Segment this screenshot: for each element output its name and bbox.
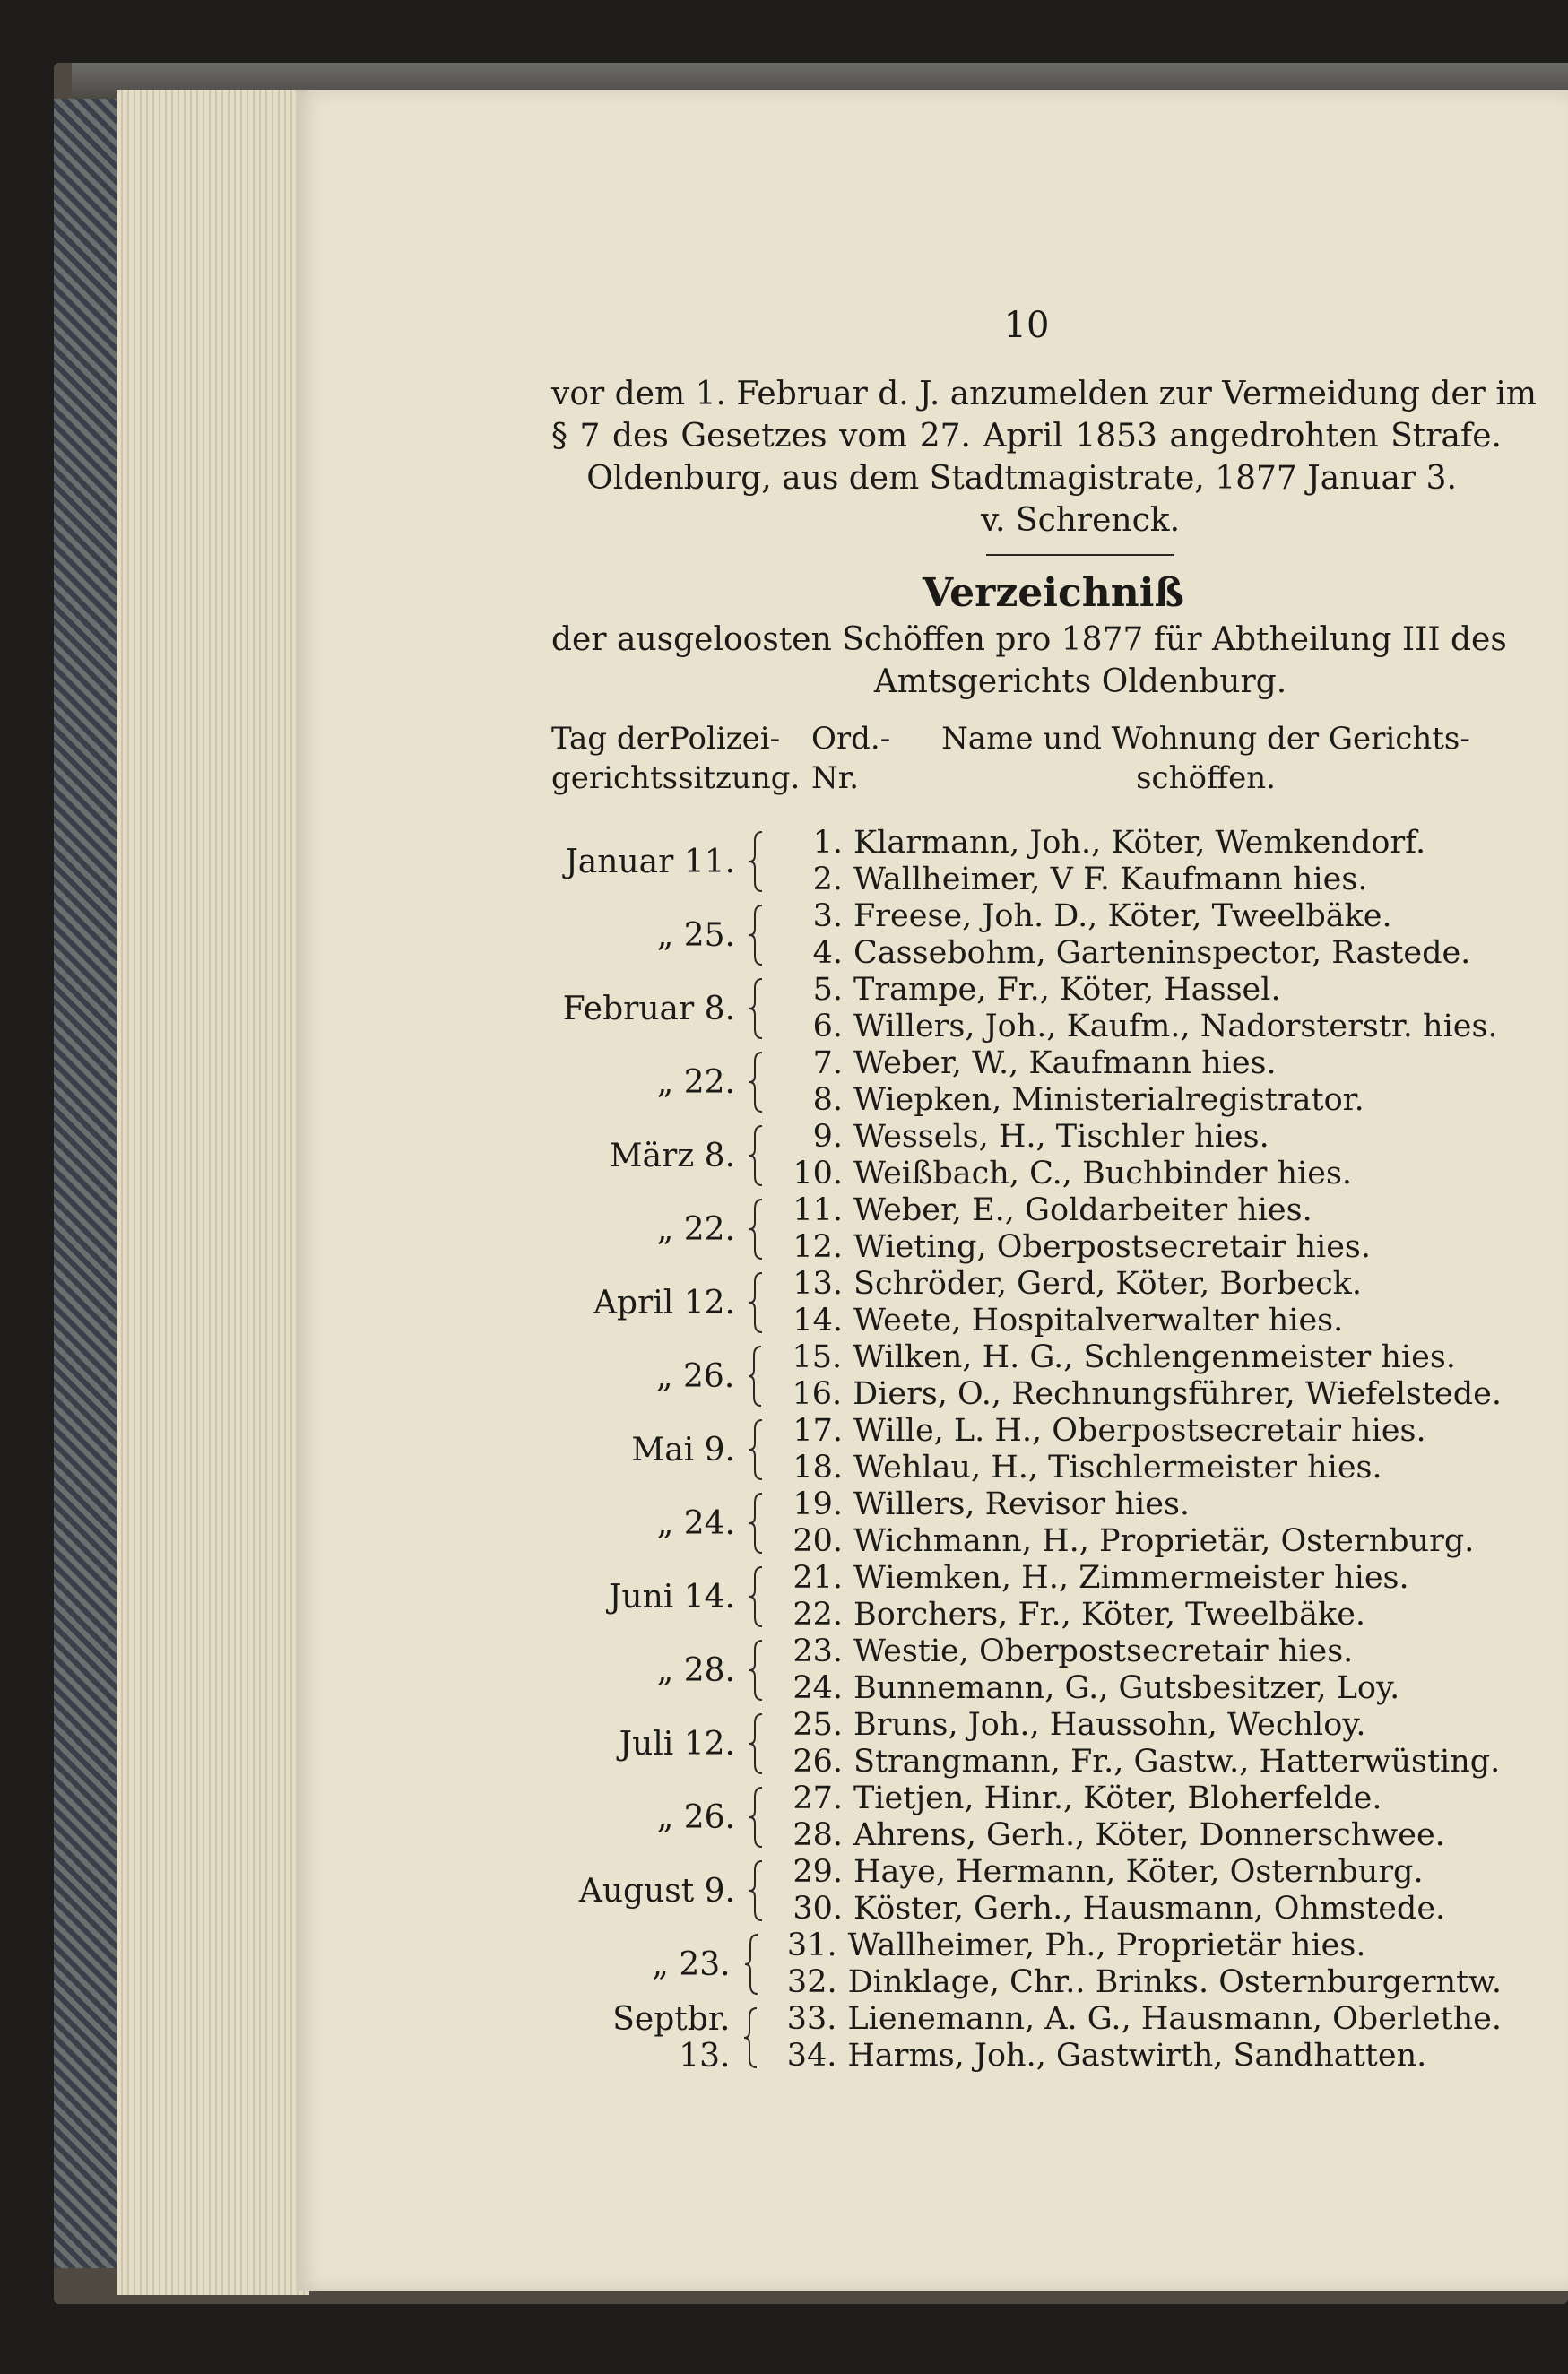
entry-name-address: Wessels, H., Tischler hies. (853, 1119, 1269, 1155)
entry-number: 15. (792, 1339, 843, 1375)
list-item (774, 2001, 1502, 2038)
list-item (780, 1450, 1502, 1486)
curly-brace-icon (744, 1712, 780, 1775)
session-date: „ 25. (656, 916, 735, 954)
list-subtitle-2: Amtsgerichts Oldenburg. (873, 663, 1287, 700)
list-item (780, 1009, 1502, 1045)
entry-name-address: Schröder, Gerd, Köter, Borbeck. (853, 1266, 1363, 1302)
list-item (780, 1119, 1502, 1156)
list-title: Verzeichniß (923, 570, 1184, 616)
entry-group (780, 1266, 1502, 1339)
entry-number: 30. (793, 1891, 843, 1927)
curly-brace-icon (744, 1198, 780, 1261)
entry-name-address: Ahrens, Gerh., Köter, Donnerschwee. (853, 1817, 1445, 1853)
entry-number: 26. (793, 1744, 843, 1780)
page-number: 10 (1003, 305, 1050, 346)
table-row (551, 1707, 1502, 1780)
entry-number: 34. (786, 2038, 837, 2074)
entry-number: 17. (793, 1413, 843, 1449)
entry-name-address: Wiepken, Ministerialregistrator. (853, 1082, 1364, 1118)
schoeffen-table (551, 825, 1502, 2075)
list-item (780, 1854, 1502, 1891)
list-item (780, 1707, 1502, 1744)
list-item (780, 1156, 1502, 1192)
column-headers (551, 719, 1502, 798)
session-date: April 12. (593, 1284, 735, 1321)
entry-name-address: Weber, W., Kaufmann hies. (853, 1045, 1277, 1081)
list-item (780, 935, 1502, 972)
list-item (780, 825, 1502, 862)
entry-name-address: Lienemann, A. G., Hausmann, Oberlethe. (847, 2001, 1502, 2037)
entry-name-address: Wille, L. H., Oberpostsecretair hies. (853, 1413, 1426, 1449)
table-row (551, 1633, 1502, 1707)
session-date: Januar 11. (565, 843, 735, 880)
session-date: Septbr. 13. (612, 2001, 731, 2075)
session-date: Februar 8. (562, 990, 735, 1027)
entry-name-address: Harms, Joh., Gastwirth, Sandhatten. (847, 2038, 1427, 2074)
entry-name-address: Cassebohm, Garteninspector, Rastede. (853, 935, 1471, 971)
curly-brace-icon (744, 1786, 780, 1849)
table-row (551, 1339, 1502, 1413)
list-item (780, 1523, 1502, 1560)
list-item (780, 1082, 1502, 1119)
divider-rule (986, 554, 1174, 556)
curly-brace-icon (744, 1418, 780, 1481)
entry-number: 12. (793, 1229, 843, 1265)
entry-number: 2. (812, 862, 843, 897)
list-item (780, 862, 1502, 898)
session-date: „ 23. (652, 1945, 731, 1983)
entry-number: 33. (786, 2001, 837, 2037)
page-content (551, 305, 1537, 2075)
curly-brace-icon (744, 1051, 780, 1113)
list-item (780, 1633, 1502, 1670)
entry-group (779, 1339, 1502, 1413)
table-row (551, 1486, 1502, 1560)
entry-group (780, 1854, 1502, 1928)
table-row (551, 898, 1502, 972)
table-row (551, 1560, 1502, 1633)
curly-brace-icon (743, 1345, 779, 1408)
session-date: „ 28. (656, 1651, 735, 1689)
entry-number: 31. (786, 1928, 837, 1963)
table-row (551, 972, 1502, 1045)
entry-number: 7. (812, 1045, 843, 1081)
entry-number: 21. (793, 1560, 843, 1596)
entry-name-address: Wichmann, H., Proprietär, Osternburg. (853, 1523, 1475, 1559)
entry-name-address: Westie, Oberpostsecretair hies. (853, 1633, 1354, 1669)
list-item (780, 1192, 1502, 1229)
entry-name-address: Weete, Hospitalverwalter hies. (853, 1303, 1344, 1339)
entry-number: 6. (812, 1009, 843, 1044)
entry-group (780, 1486, 1502, 1560)
entry-number: 16. (792, 1376, 843, 1412)
list-item (780, 1486, 1502, 1523)
signature: v. Schrenck. (980, 502, 1181, 539)
header-number-column (811, 719, 910, 798)
list-item (780, 898, 1502, 935)
entry-name-address: Wieting, Oberpostsecretair hies. (853, 1229, 1372, 1265)
session-date: Mai 9. (631, 1431, 735, 1469)
entry-name-address: Strangmann, Fr., Gastw., Hatterwüsting. (853, 1744, 1501, 1780)
curly-brace-icon (744, 1271, 780, 1334)
entry-name-address: Haye, Hermann, Köter, Osternburg. (853, 1854, 1424, 1890)
entry-number: 25. (793, 1707, 843, 1743)
list-item (779, 1376, 1502, 1413)
list-item (780, 1817, 1502, 1854)
entry-name-address: Wallheimer, Ph., Proprietär hies. (847, 1928, 1366, 1963)
entry-number: 28. (793, 1817, 843, 1853)
table-row (551, 1266, 1502, 1339)
entry-group (780, 1192, 1502, 1266)
cover-spine-pattern (54, 99, 117, 2268)
entry-group (780, 1045, 1502, 1119)
entry-number: 11. (793, 1192, 843, 1228)
list-subtitle-1: der ausgeloosten Schöffen pro 1877 für Abtheilung III des (551, 621, 1507, 658)
entry-group (780, 1413, 1502, 1486)
entry-number: 13. (793, 1266, 843, 1302)
entry-name-address: Diers, O., Rechnungsführer, Wiefelstede. (853, 1376, 1502, 1412)
session-date: März 8. (609, 1137, 735, 1174)
list-item (780, 1413, 1502, 1450)
session-date: „ 22. (656, 1063, 735, 1101)
table-row (551, 1045, 1502, 1119)
entry-group (780, 1707, 1502, 1780)
header-number-line2: Nr. (811, 760, 860, 796)
entry-number: 32. (786, 1964, 837, 2000)
entry-number: 4. (812, 935, 843, 971)
list-item (775, 1928, 1502, 1964)
list-item (780, 1266, 1502, 1303)
page-block-edges (117, 90, 309, 2295)
header-name-line2: schöffen. (1136, 760, 1276, 796)
entry-group (780, 1780, 1502, 1854)
entry-group (780, 898, 1502, 972)
list-item (780, 1303, 1502, 1339)
header-date-line1: Tag derPolizei- (551, 721, 781, 757)
table-row (551, 1192, 1502, 1266)
entry-name-address: Wilken, H. G., Schlengenmeister hies. (853, 1339, 1456, 1375)
entry-name-address: Köster, Gerh., Hausmann, Ohmstede. (853, 1891, 1446, 1927)
entry-number: 1. (812, 825, 843, 861)
entry-name-address: Tietjen, Hinr., Köter, Bloherfelde. (853, 1780, 1382, 1816)
entry-number: 14. (793, 1303, 843, 1339)
table-row (551, 1780, 1502, 1854)
entry-number: 20. (793, 1523, 843, 1559)
curly-brace-icon (744, 977, 780, 1040)
session-date: Juni 14. (608, 1578, 735, 1616)
entry-group (774, 2001, 1502, 2075)
curly-brace-icon (744, 1639, 780, 1702)
session-date: „ 22. (656, 1210, 735, 1248)
curly-brace-icon (744, 1859, 780, 1922)
entry-number: 22. (793, 1597, 843, 1633)
curly-brace-icon (740, 1933, 775, 1996)
table-row (551, 1854, 1502, 1928)
place-date: Oldenburg, aus dem Stadtmagistrate, 1877 Januar 3. (586, 460, 1457, 497)
table-row (551, 2001, 1502, 2075)
entry-number: 19. (793, 1486, 843, 1522)
curly-brace-icon (744, 1565, 780, 1628)
table-row (551, 1413, 1502, 1486)
session-date: Juli 12. (619, 1725, 735, 1763)
list-item (779, 1339, 1502, 1376)
entry-name-address: Freese, Joh. D., Köter, Tweelbäke. (853, 898, 1392, 934)
curly-brace-icon (739, 2006, 774, 2069)
list-item (780, 1670, 1502, 1707)
entry-name-address: Bruns, Joh., Haussohn, Wechloy. (853, 1707, 1366, 1743)
list-item (780, 1744, 1502, 1780)
entry-group (780, 825, 1502, 898)
entry-group (780, 1633, 1502, 1707)
entry-group (780, 972, 1502, 1045)
entry-name-address: Willers, Revisor hies. (853, 1486, 1191, 1522)
entry-number: 23. (793, 1633, 843, 1669)
intro-line-2: § 7 des Gesetzes vom 27. April 1853 angedrohten Strafe. (551, 418, 1502, 455)
list-item (780, 1780, 1502, 1817)
entry-number: 5. (812, 972, 843, 1008)
entry-number: 24. (793, 1670, 843, 1706)
curly-brace-icon (744, 1492, 780, 1555)
entry-name-address: Wallheimer, V F. Kaufmann hies. (853, 862, 1368, 897)
curly-brace-icon (744, 904, 780, 966)
list-item (780, 1229, 1502, 1266)
session-date: „ 26. (656, 1798, 735, 1836)
list-item (780, 1891, 1502, 1928)
intro-line-1: vor dem 1. Februar d. J. anzumelden zur Vermeidung der im (551, 376, 1537, 412)
list-item (780, 1560, 1502, 1597)
entry-name-address: Trampe, Fr., Köter, Hassel. (853, 972, 1281, 1008)
entry-name-address: Wehlau, H., Tischlermeister hies. (853, 1450, 1382, 1486)
list-item (780, 1045, 1502, 1082)
list-item (774, 2038, 1502, 2075)
session-date: August 9. (578, 1872, 735, 1910)
entry-group (780, 1560, 1502, 1633)
entry-name-address: Klarmann, Joh., Köter, Wemkendorf. (853, 825, 1426, 861)
entry-number: 18. (793, 1450, 843, 1486)
session-date: „ 24. (656, 1504, 735, 1542)
entry-name-address: Willers, Joh., Kaufm., Nadorsterstr. hies. (853, 1009, 1498, 1044)
curly-brace-icon (744, 1124, 780, 1187)
entry-name-address: Weber, E., Goldarbeiter hies. (853, 1192, 1312, 1228)
curly-brace-icon (744, 830, 780, 893)
entry-number: 8. (812, 1082, 843, 1118)
entry-name-address: Dinklage, Chr.. Brinks. Osternburgerntw. (847, 1964, 1502, 2000)
table-row (551, 1119, 1502, 1192)
list-item (780, 1597, 1502, 1633)
header-date-column (551, 719, 811, 798)
entry-group (780, 1119, 1502, 1192)
entry-number: 3. (812, 898, 843, 934)
entry-name-address: Borchers, Fr., Köter, Tweelbäke. (853, 1597, 1366, 1633)
header-name-column (910, 719, 1502, 798)
list-item (775, 1964, 1502, 2001)
entry-name-address: Bunnemann, G., Gutsbesitzer, Loy. (853, 1670, 1400, 1706)
table-row (551, 1928, 1502, 2001)
entry-number: 10. (793, 1156, 843, 1191)
entry-number: 27. (793, 1780, 843, 1816)
header-number-line1: Ord.- (811, 721, 891, 757)
entry-name-address: Wiemken, H., Zimmermeister hies. (853, 1560, 1409, 1596)
entry-name-address: Weißbach, C., Buchbinder hies. (853, 1156, 1353, 1191)
entry-number: 9. (812, 1119, 843, 1155)
session-date: „ 26. (655, 1357, 735, 1395)
entry-number: 29. (793, 1854, 843, 1890)
list-item (780, 972, 1502, 1009)
entry-group (775, 1928, 1502, 2001)
header-date-line2: gerichtssitzung. (551, 760, 801, 796)
header-name-line1: Name und Wohnung der Gerichts- (941, 721, 1470, 757)
table-row (551, 825, 1502, 898)
